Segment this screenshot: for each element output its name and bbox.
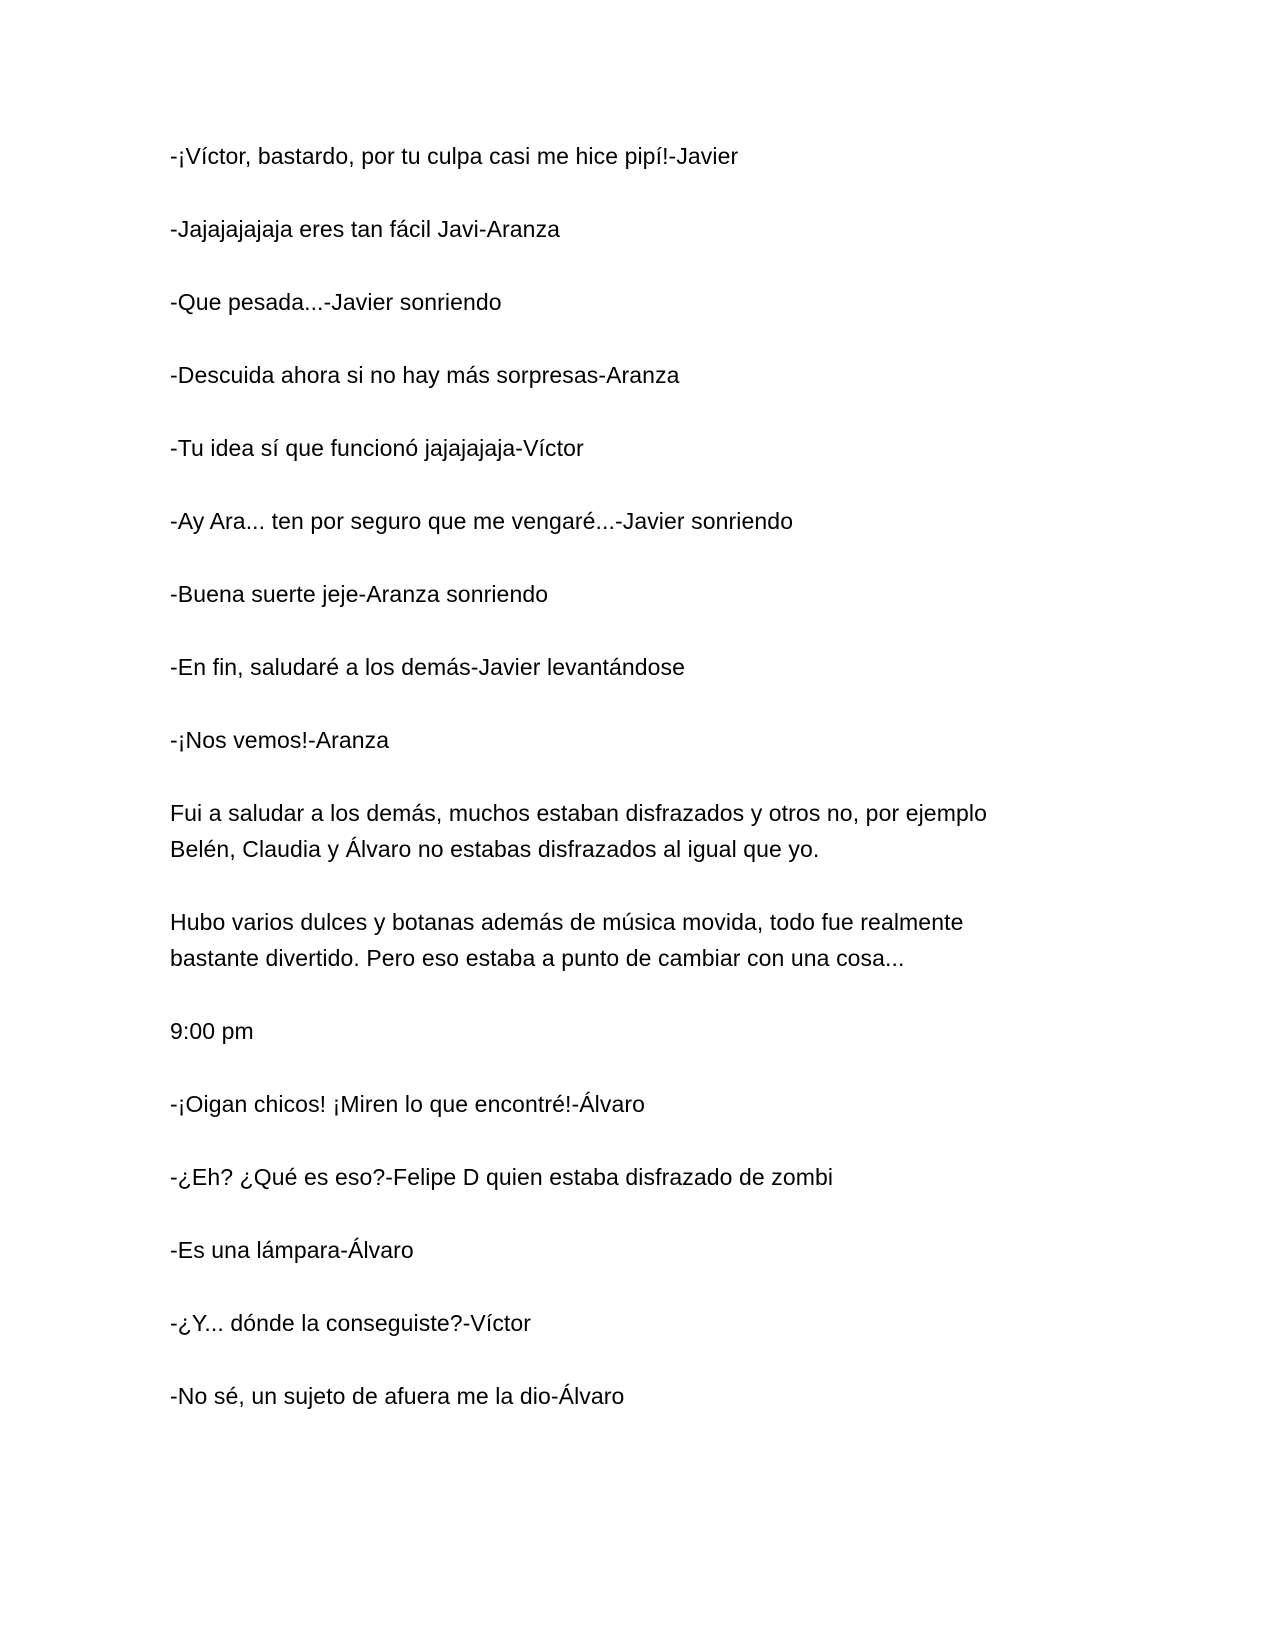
paragraph-dialogue: -¡Nos vemos!-Aranza	[170, 727, 390, 753]
paragraph-dialogue: -Ay Ara... ten por seguro que me vengaré...-Javier sonriendo	[170, 508, 794, 534]
paragraph-dialogue: -No sé, un sujeto de afuera me la dio-Álvaro	[170, 1383, 625, 1409]
paragraph-narration: Fui a saludar a los demás, muchos estaban disfrazados y otros no, por ejemplo Belén, Claudia y Álvaro no estabas disfrazados al igual que yo.	[170, 800, 987, 862]
paragraph-dialogue: -¡Oigan chicos! ¡Miren lo que encontré!-Álvaro	[170, 1091, 646, 1117]
paragraph-dialogue: -¡Víctor, bastardo, por tu culpa casi me hice pipí!-Javier	[170, 143, 739, 169]
paragraph-dialogue: -Descuida ahora si no hay más sorpresas-Aranza	[170, 362, 680, 388]
paragraph-dialogue: -Jajajajajaja eres tan fácil Javi-Aranza	[170, 216, 561, 242]
paragraph-dialogue: -¿Eh? ¿Qué es eso?-Felipe D quien estaba disfrazado de zombi	[170, 1164, 834, 1190]
paragraph-narration: Hubo varios dulces y botanas además de música movida, todo fue realmente bastante divertido. Pero eso estaba a punto de cambiar con una cosa...	[170, 909, 964, 971]
paragraph-dialogue: -Buena suerte jeje-Aranza sonriendo	[170, 581, 549, 607]
paragraph-dialogue: -¿Y... dónde la conseguiste?-Víctor	[170, 1310, 532, 1336]
paragraph-dialogue: -Que pesada...-Javier sonriendo	[170, 289, 502, 315]
paragraph-dialogue: -Tu idea sí que funcionó jajajajaja-Víctor	[170, 435, 584, 461]
paragraph-dialogue: -En fin, saludaré a los demás-Javier levantándose	[170, 654, 686, 680]
document-content	[170, 138, 1035, 1414]
paragraph-dialogue: -Es una lámpara-Álvaro	[170, 1237, 414, 1263]
paragraph-timestamp: 9:00 pm	[170, 1018, 254, 1044]
